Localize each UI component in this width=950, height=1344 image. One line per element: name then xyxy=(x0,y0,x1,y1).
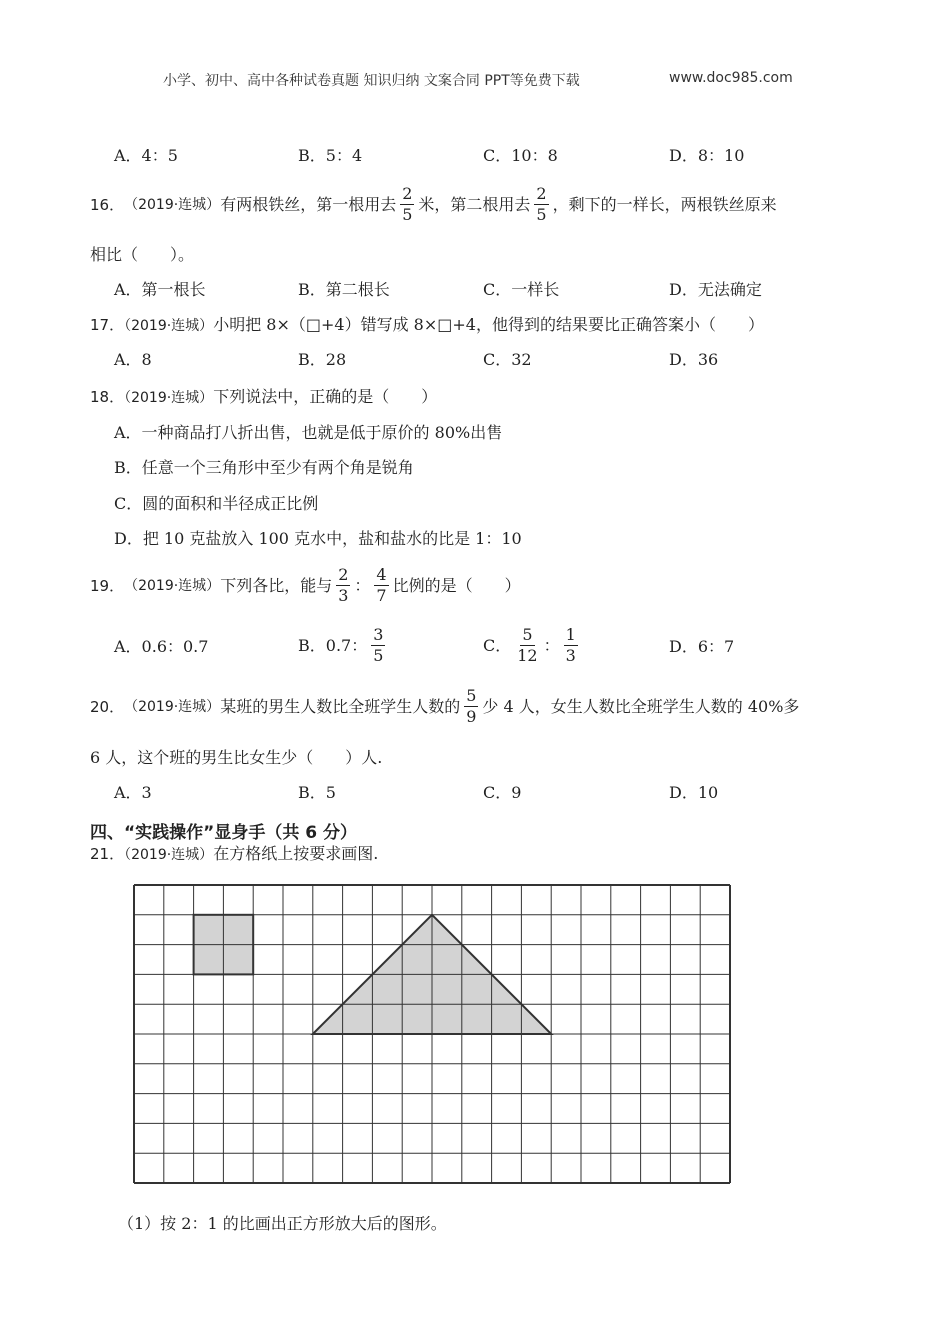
q21-sub1: （1）按 2：1 的比画出正方形放大后的图形。 xyxy=(118,1214,447,1233)
q16-part1: 有两根铁丝，第一根用去 xyxy=(220,194,397,214)
q16-fraction-1-numerator: 2 xyxy=(402,184,413,203)
q19-option-d: D．6：7 xyxy=(669,637,735,656)
q19-option-b-numerator: 3 xyxy=(373,625,384,644)
q18-option-c: C．圆的面积和半径成正比例 xyxy=(114,494,319,513)
q16-option-b: B．第二根长 xyxy=(298,280,390,299)
q19-fraction-2-numerator: 4 xyxy=(376,565,387,584)
q16-option-a: A．第一根长 xyxy=(114,280,206,299)
q15-option-c: C．10：8 xyxy=(483,146,558,165)
q15-option-b: B．5：4 xyxy=(298,146,363,165)
q16-question xyxy=(90,184,777,225)
q19-part1: 下列各比，能与 xyxy=(220,575,333,595)
q19-option-c-numerator-1: 5 xyxy=(522,625,533,644)
q19-option-c-denominator-2: 3 xyxy=(565,646,576,665)
q20-fraction-numerator: 5 xyxy=(466,686,477,705)
q17-option-c: C．32 xyxy=(483,350,532,369)
q21-question xyxy=(90,844,378,865)
q17-text: 小明把 8×（□+4）错写成 8×□+4，他得到的结果要比正确答案小（ ） xyxy=(213,315,764,334)
q20-question xyxy=(90,686,799,727)
q20-part2: 少 4 人，女生人数比全班学生人数的 40%多 xyxy=(482,696,800,716)
q20-fraction-denominator: 9 xyxy=(466,707,477,726)
section-4-title: 四、“实践操作”显身手（共 6 分） xyxy=(90,823,358,843)
q21-number: 21． xyxy=(90,845,125,863)
header-site: www.doc985.com xyxy=(669,70,793,86)
q19-option-b-fraction xyxy=(371,625,385,666)
q17-option-a: A．8 xyxy=(114,350,152,369)
q17-tag: （2019·连城） xyxy=(124,318,214,334)
q20-option-a: A．3 xyxy=(114,783,152,802)
q16-fraction-1 xyxy=(400,184,414,225)
q18-text: 下列说法中，正确的是（ ） xyxy=(213,387,438,406)
q20-tag: （2019·连城） xyxy=(124,698,221,715)
q16-option-d: D．无法确定 xyxy=(669,280,762,299)
q18-tag: （2019·连城） xyxy=(124,390,214,406)
q19-colon: ： xyxy=(354,575,371,595)
q16-number: 16． xyxy=(90,195,125,214)
q17-number: 17． xyxy=(90,316,125,334)
q19-number: 19． xyxy=(90,576,125,595)
grid-paper xyxy=(130,881,735,1192)
q20-fraction xyxy=(464,686,478,727)
q19-option-c-fraction-1 xyxy=(515,625,539,666)
q17-option-d: D．36 xyxy=(669,350,719,369)
q20-number: 20． xyxy=(90,697,125,716)
q19-question xyxy=(90,565,521,606)
q19-fraction-1 xyxy=(336,565,350,606)
q17-option-b: B．28 xyxy=(298,350,347,369)
q19-option-c-numerator-2: 1 xyxy=(565,625,576,644)
q21-text: 在方格纸上按要求画图. xyxy=(213,844,379,863)
q20-option-c: C．9 xyxy=(483,783,522,802)
q19-fraction-2 xyxy=(374,565,388,606)
q19-part2: 比例的是（ ） xyxy=(392,575,521,595)
q17-question xyxy=(90,315,764,336)
q16-fraction-2 xyxy=(534,184,548,225)
q19-option-c-denominator-1: 12 xyxy=(517,646,538,665)
q18-option-a: A．一种商品打八折出售，也就是低于原价的 80%出售 xyxy=(114,423,503,442)
q19-fraction-1-numerator: 2 xyxy=(338,565,349,584)
q20-line2: 6 人，这个班的男生比女生少（ ）人. xyxy=(90,748,383,767)
q19-option-a: A．0.6：0.7 xyxy=(114,637,209,656)
q19-option-c xyxy=(483,625,582,666)
q21-tag: （2019·连城） xyxy=(124,847,214,863)
q16-part3: ，剩下的一样长，两根铁丝原来 xyxy=(552,194,777,214)
q19-fraction-2-denominator: 7 xyxy=(376,586,387,605)
q18-option-d: D．把 10 克盐放入 100 克水中，盐和盐水的比是 1：10 xyxy=(114,529,522,548)
q16-fraction-2-denominator: 5 xyxy=(536,205,547,224)
q19-option-b-denominator: 5 xyxy=(373,646,384,665)
q16-part2: 米，第二根用去 xyxy=(418,194,531,214)
q19-option-c-label: C． xyxy=(483,635,512,655)
q19-option-b-label: B．0.7： xyxy=(298,635,368,655)
q16-fraction-1-denominator: 5 xyxy=(402,205,413,224)
q19-option-c-fraction-2 xyxy=(564,625,578,666)
q18-number: 18． xyxy=(90,388,125,406)
q20-option-d: D．10 xyxy=(669,783,719,802)
q16-option-c: C．一样长 xyxy=(483,280,560,299)
q18-option-b: B．任意一个三角形中至少有两个角是锐角 xyxy=(114,458,414,477)
q16-line2: 相比（ ）。 xyxy=(90,245,195,264)
q20-part1: 某班的男生人数比全班学生人数的 xyxy=(220,696,461,716)
q19-fraction-1-denominator: 3 xyxy=(338,586,349,605)
q16-tag: （2019·连城） xyxy=(124,196,221,213)
header-text: 小学、初中、高中各种试卷真题 知识归纳 文案合同 PPT等免费下载 xyxy=(163,73,580,89)
q15-option-d: D．8：10 xyxy=(669,146,745,165)
q19-option-b xyxy=(298,625,389,666)
q19-option-c-colon: ： xyxy=(543,635,560,655)
q18-question xyxy=(90,387,437,408)
q15-option-a: A．4：5 xyxy=(114,146,178,165)
q20-option-b: B．5 xyxy=(298,783,336,802)
q16-fraction-2-numerator: 2 xyxy=(536,184,547,203)
q19-tag: （2019·连城） xyxy=(124,577,221,594)
